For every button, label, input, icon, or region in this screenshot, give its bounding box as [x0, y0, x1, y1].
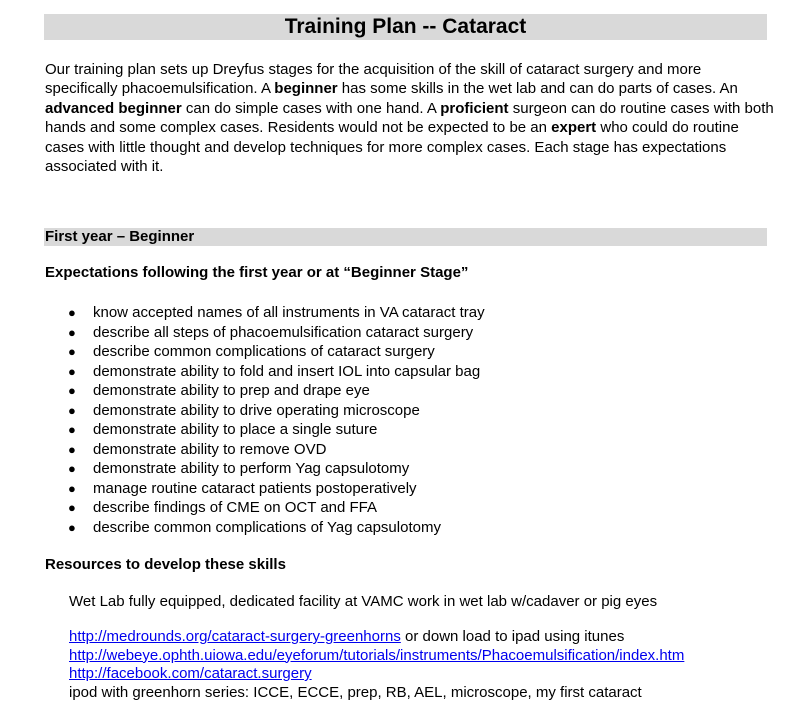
bullet-icon: ●: [68, 402, 76, 418]
wet-lab-text: Wet Lab fully equipped, dedicated facility at VAMC work in wet lab w/cadaver or pig eyes: [69, 593, 658, 610]
list-item: [65, 323, 485, 343]
resource-link-row: [69, 647, 684, 666]
list-item-text: demonstrate ability to remove OVD: [93, 440, 327, 458]
resource-links: [69, 628, 684, 702]
section-heading: First year – Beginner: [45, 228, 195, 245]
list-item-text: describe all steps of phacoemulsification cataract surgery: [93, 323, 474, 341]
list-item-text: know accepted names of all instruments in VA cataract tray: [93, 304, 485, 321]
expectations-heading: Expectations following the first year or at “Beginner Stage”: [45, 264, 469, 281]
bullet-icon: ●: [68, 305, 76, 320]
medrounds-link[interactable]: http://medrounds.org/cataract-surgery-greenhorns: [69, 628, 401, 645]
intro-segment: Our training plan sets up Dreyfus stages for the acquisition of the skill of cataract surgery and more specifically phacoemulsification. A: [45, 61, 702, 98]
list-item-text: demonstrate ability to perform Yag capsulotomy: [93, 460, 410, 477]
list-item-text: demonstrate ability to drive operating microscope: [93, 401, 420, 419]
document-title: Training Plan -- Cataract: [284, 15, 527, 38]
bullet-icon: ●: [68, 363, 76, 379]
bullet-icon: ●: [68, 344, 76, 359]
list-item: [65, 342, 485, 362]
list-item: [65, 420, 485, 440]
list-item: [65, 518, 485, 538]
facebook-link[interactable]: http://facebook.com/cataract.surgery: [69, 665, 312, 682]
section-bar: [44, 228, 767, 246]
title-bar: [44, 14, 767, 40]
list-item: [65, 401, 485, 421]
ipod-line: ipod with greenhorn series: ICCE, ECCE, prep, RB, AEL, microscope, my first cataract: [69, 683, 642, 701]
list-item-text: demonstrate ability to place a single suture: [93, 421, 378, 438]
intro-segment: surgeon can do routine cases with both hands and some complex cases. Residents would not be expected to be an: [45, 99, 774, 137]
link-suffix: or down load to ipad using itunes: [400, 628, 625, 645]
list-item: [65, 459, 485, 479]
list-item: [65, 381, 485, 401]
expectations-list: [65, 303, 485, 537]
bullet-icon: ●: [68, 480, 76, 496]
list-item-text: manage routine cataract patients postoperatively: [93, 479, 417, 497]
bullet-icon: ●: [68, 422, 76, 437]
list-item: [65, 479, 485, 499]
bullet-icon: ●: [68, 500, 76, 515]
intro-paragraph: [45, 60, 775, 176]
list-item-text: demonstrate ability to fold and insert IOL into capsular bag: [93, 362, 481, 380]
list-item-text: demonstrate ability to prep and drape eye: [93, 382, 370, 399]
intro-term-proficient: proficient: [440, 99, 509, 117]
list-item: [65, 498, 485, 518]
list-item: [65, 362, 485, 382]
intro-term-advanced-beginner: advanced beginner: [45, 99, 182, 117]
intro-segment: who could do routine cases with little thought and develop techniques for more complex cases. Each stage has expectations associated with it.: [45, 119, 739, 176]
webeye-link[interactable]: http://webeye.ophth.uiowa.edu/eyeforum/tutorials/instruments/Phacoemulsification/index.htm: [69, 646, 685, 664]
list-item-text: describe common complications of cataract surgery: [93, 343, 435, 360]
bullet-icon: ●: [68, 324, 76, 340]
list-item-text: describe findings of CME on OCT and FFA: [93, 499, 378, 516]
intro-segment: can do simple cases with one hand. A: [181, 99, 441, 117]
resource-link-row: [69, 628, 684, 647]
bullet-icon: ●: [68, 441, 76, 457]
list-item-text: describe common complications of Yag capsulotomy: [93, 518, 441, 536]
bullet-icon: ●: [68, 461, 76, 476]
bullet-icon: ●: [68, 383, 76, 398]
intro-term-expert: expert: [551, 119, 597, 137]
resource-link-row: [69, 665, 684, 684]
intro-term-beginner: beginner: [274, 80, 338, 98]
resources-heading: Resources to develop these skills: [45, 556, 286, 573]
list-item: [65, 303, 485, 323]
list-item: [65, 440, 485, 460]
intro-segment: has some skills in the wet lab and can do parts of cases. An: [337, 80, 738, 98]
bullet-icon: ●: [68, 519, 76, 535]
